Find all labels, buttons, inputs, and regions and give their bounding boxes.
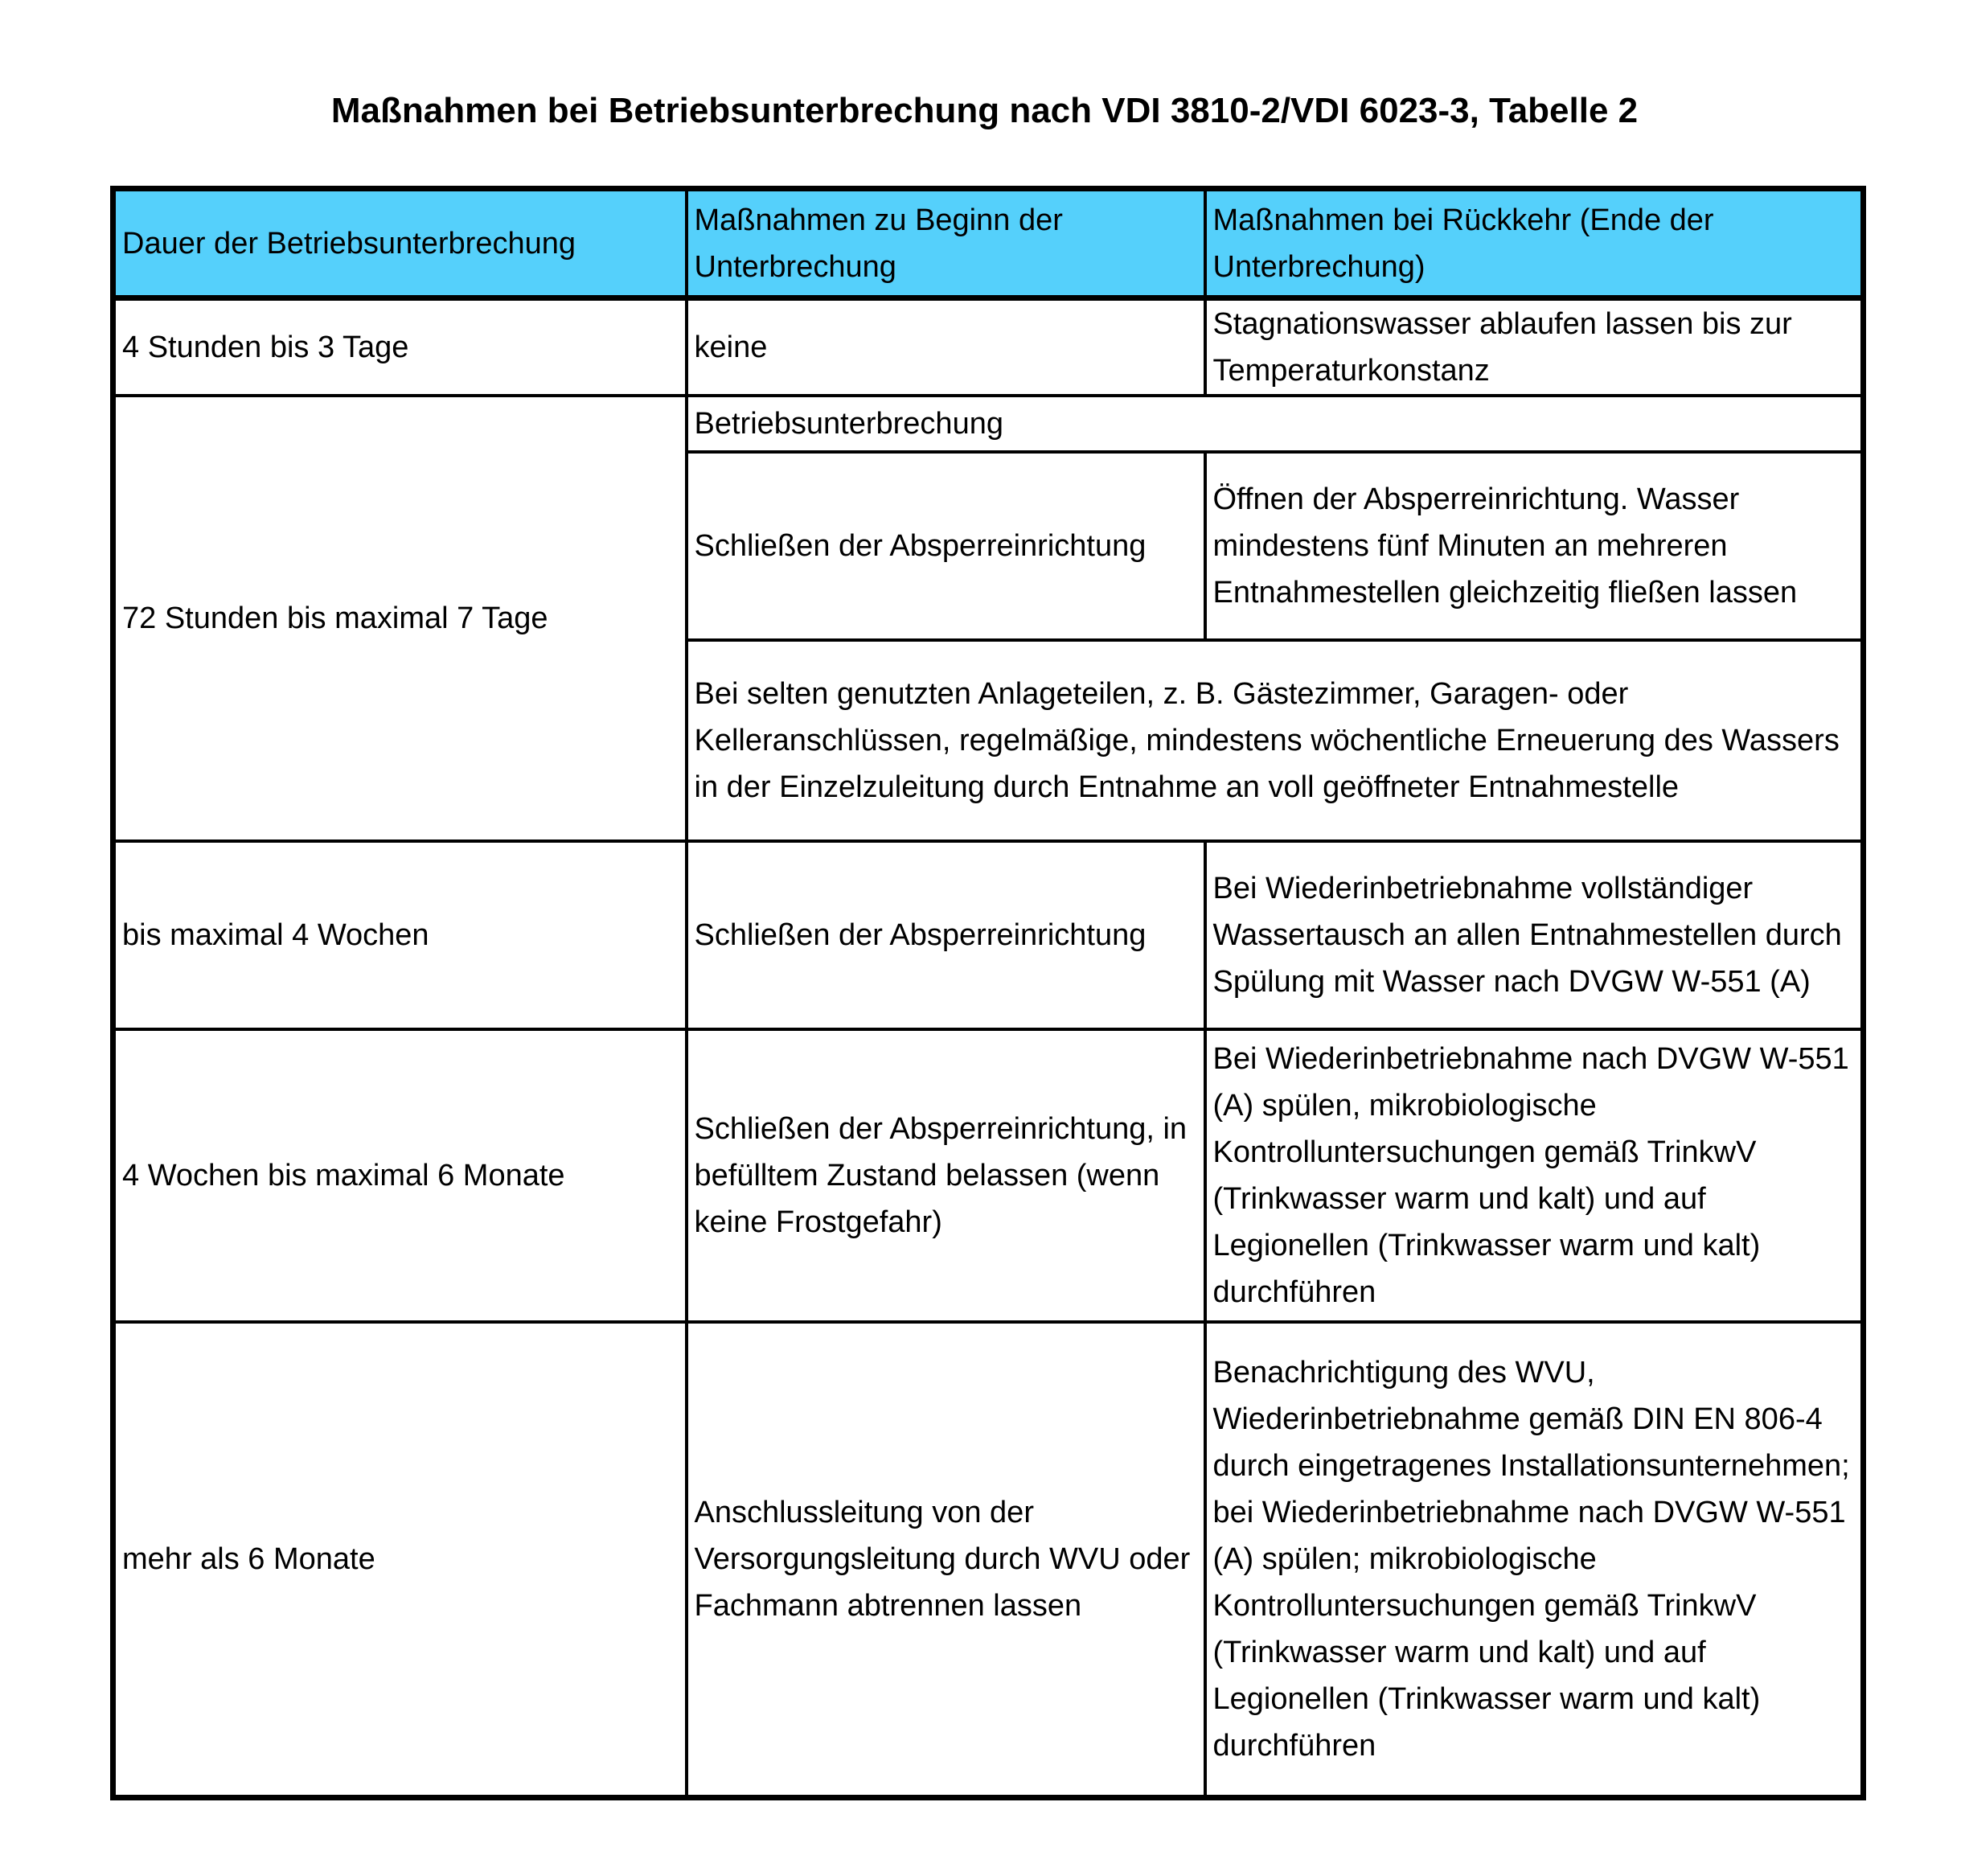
- document-title: Maßnahmen bei Betriebsunterbrechung nach VDI 3810-2/VDI 6023-3, Tabelle 2: [330, 91, 1639, 130]
- header-return-measures: Maßnahmen bei Rückkehr (Ende der Unterbrechung): [1205, 189, 1864, 298]
- table-row: [113, 396, 1864, 452]
- table-row: [113, 1029, 1864, 1322]
- header-duration: Dauer der Betriebsunterbrechung: [113, 189, 687, 298]
- table-header-row: [113, 189, 1864, 298]
- duration-cell: bis maximal 4 Wochen: [113, 841, 687, 1029]
- duration-cell: mehr als 6 Monate: [113, 1322, 687, 1797]
- duration-cell: 72 Stunden bis maximal 7 Tage: [113, 396, 687, 841]
- return-measure-cell: Benachrichtigung des WVU, Wiederinbetriebnahme gemäß DIN EN 806-4 durch eingetragenes Installationsunternehmen; bei Wiederinbetriebnahme nach DVGW W-551 (A) spülen; mikrobiologische Kontrolluntersuchungen gemäß TrinkwV (Trinkwasser warm und kalt) und auf Legionellen (Trinkwasser warm und kalt) durchführen: [1205, 1322, 1864, 1797]
- subheading-cell: Betriebsunterbrechung: [687, 396, 1864, 452]
- start-measure-cell: keine: [687, 298, 1205, 396]
- return-measure-cell: Öffnen der Absperreinrichtung. Wasser mindestens fünf Minuten an mehreren Entnahmestellen gleichzeitig fließen lassen: [1205, 452, 1864, 640]
- header-start-measures: Maßnahmen zu Beginn der Unterbrechung: [687, 189, 1205, 298]
- duration-cell: 4 Wochen bis maximal 6 Monate: [113, 1029, 687, 1322]
- measures-table: [110, 186, 1866, 1800]
- note-cell: Bei selten genutzten Anlageteilen, z. B. Gästezimmer, Garagen- oder Kelleranschlüssen, regelmäßige, mindestens wöchentliche Erneuerung des Wassers in der Einzelzuleitung durch Entnahme an voll geöffneter Entnahmestelle: [687, 640, 1864, 841]
- duration-cell: 4 Stunden bis 3 Tage: [113, 298, 687, 396]
- start-measure-cell: Anschlussleitung von der Versorgungsleitung durch WVU oder Fachmann abtrennen lassen: [687, 1322, 1205, 1797]
- table-row: [113, 1322, 1864, 1797]
- return-measure-cell: Bei Wiederinbetriebnahme vollständiger Wassertausch an allen Entnahmestellen durch Spülung mit Wasser nach DVGW W-551 (A): [1205, 841, 1864, 1029]
- start-measure-cell: Schließen der Absperreinrichtung: [687, 841, 1205, 1029]
- return-measure-cell: Bei Wiederinbetriebnahme nach DVGW W-551 (A) spülen, mikrobiologische Kontrolluntersuchungen gemäß TrinkwV (Trinkwasser warm und kalt) und auf Legionellen (Trinkwasser warm und kalt) durchführen: [1205, 1029, 1864, 1322]
- table-row: [113, 298, 1864, 396]
- start-measure-cell: Schließen der Absperreinrichtung: [687, 452, 1205, 640]
- table-row: [113, 841, 1864, 1029]
- start-measure-cell: Schließen der Absperreinrichtung, in befülltem Zustand belassen (wenn keine Frostgefahr): [687, 1029, 1205, 1322]
- return-measure-cell: Stagnationswasser ablaufen lassen bis zur Temperaturkonstanz: [1205, 298, 1864, 396]
